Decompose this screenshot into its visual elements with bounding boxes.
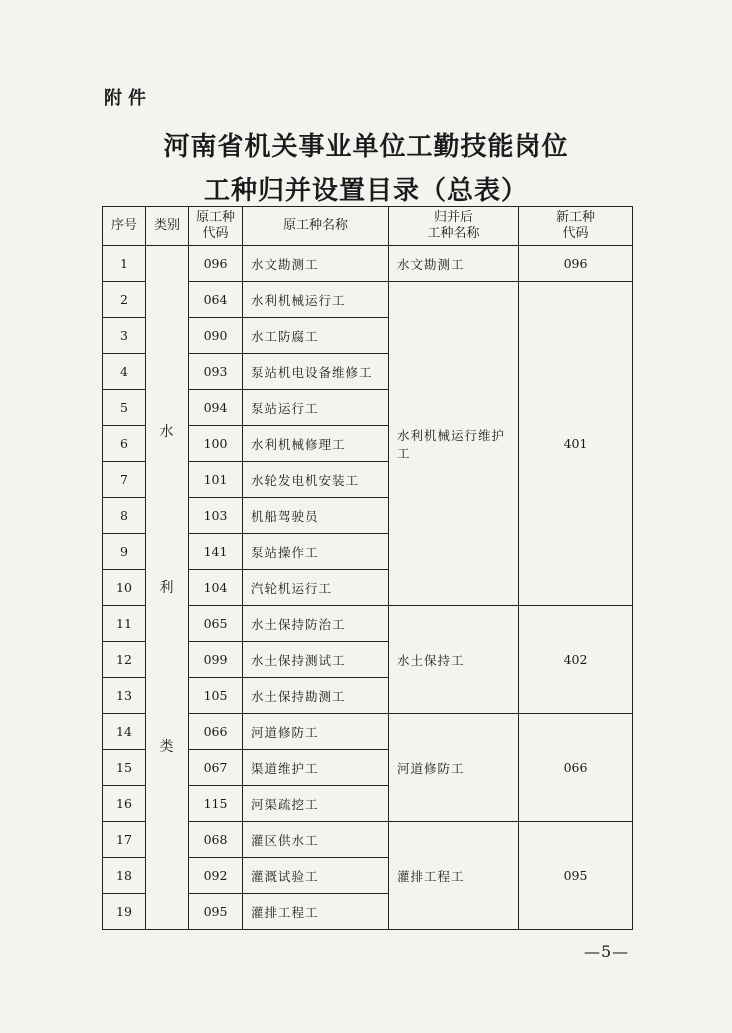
header-seq: 序号	[103, 207, 146, 246]
job-category-table	[102, 206, 633, 930]
cell-seq: 3	[103, 318, 146, 354]
cell-seq: 17	[103, 822, 146, 858]
cell-orig-name: 灌区供水工	[243, 822, 389, 858]
attachment-label: 附件	[104, 88, 152, 109]
header-orig-code-line-1: 原工种	[195, 210, 235, 225]
header-merged-name-line-2: 工种名称	[427, 226, 480, 241]
cell-orig-name: 灌溉试验工	[243, 858, 389, 894]
cell-orig-name: 水工防腐工	[243, 318, 389, 354]
cell-seq: 15	[103, 750, 146, 786]
cell-seq: 13	[103, 678, 146, 714]
cell-orig-name: 水利机械运行工	[243, 282, 389, 318]
document-title-line-2: 工种归并设置目录（总表）	[203, 176, 528, 206]
cell-orig-code: 099	[189, 642, 243, 678]
cell-orig-name: 泵站机电设备维修工	[243, 354, 389, 390]
cell-seq: 1	[103, 246, 146, 282]
header-merged-name-line-1: 归并后	[433, 210, 473, 225]
cell-seq: 9	[103, 534, 146, 570]
cell-orig-code: 115	[189, 786, 243, 822]
category-char-li: 利	[159, 580, 174, 596]
cell-orig-name: 渠道维护工	[243, 750, 389, 786]
cell-seq: 8	[103, 498, 146, 534]
document-title-line-1: 河南省机关事业单位工勤技能岗位	[163, 132, 569, 162]
cell-merged-name: 水利机械运行维护工	[389, 282, 519, 606]
cell-new-code: 402	[519, 606, 633, 714]
cell-new-code: 066	[519, 714, 633, 822]
cell-orig-code: 096	[189, 246, 243, 282]
cell-orig-code: 104	[189, 570, 243, 606]
cell-orig-code: 064	[189, 282, 243, 318]
cell-orig-code: 100	[189, 426, 243, 462]
cell-orig-code: 092	[189, 858, 243, 894]
cell-orig-code: 090	[189, 318, 243, 354]
cell-orig-code: 068	[189, 822, 243, 858]
cell-seq: 12	[103, 642, 146, 678]
cell-seq: 16	[103, 786, 146, 822]
cell-new-code: 095	[519, 822, 633, 930]
cell-orig-code: 101	[189, 462, 243, 498]
cell-seq: 11	[103, 606, 146, 642]
header-orig-code	[189, 207, 243, 246]
cell-merged-name: 水土保持工	[389, 606, 519, 714]
cell-orig-name: 水土保持防治工	[243, 606, 389, 642]
cell-orig-name: 泵站操作工	[243, 534, 389, 570]
cell-orig-name: 水文勘测工	[243, 246, 389, 282]
cell-seq: 19	[103, 894, 146, 930]
cell-seq: 14	[103, 714, 146, 750]
page-number: —5—	[584, 942, 630, 961]
cell-seq: 5	[103, 390, 146, 426]
cell-merged-name: 河道修防工	[389, 714, 519, 822]
cell-orig-name: 灌排工程工	[243, 894, 389, 930]
cell-seq: 2	[103, 282, 146, 318]
header-new-code	[519, 207, 633, 246]
header-new-code-line-2: 代码	[562, 226, 589, 241]
table-header-row	[103, 207, 633, 246]
cell-new-code: 401	[519, 282, 633, 606]
header-orig-code-line-2: 代码	[202, 226, 229, 241]
cell-orig-name: 水土保持勘测工	[243, 678, 389, 714]
cell-new-code: 096	[519, 246, 633, 282]
cell-seq: 18	[103, 858, 146, 894]
cell-seq: 4	[103, 354, 146, 390]
table-row	[103, 246, 633, 282]
cell-orig-code: 103	[189, 498, 243, 534]
cell-seq: 6	[103, 426, 146, 462]
cell-merged-name: 灌排工程工	[389, 822, 519, 930]
cell-orig-name: 河道修防工	[243, 714, 389, 750]
cell-orig-code: 066	[189, 714, 243, 750]
cell-orig-name: 河渠疏挖工	[243, 786, 389, 822]
cell-orig-code: 095	[189, 894, 243, 930]
category-char-lei: 类	[159, 739, 174, 755]
cell-orig-code: 065	[189, 606, 243, 642]
cell-seq: 10	[103, 570, 146, 606]
cell-orig-code: 067	[189, 750, 243, 786]
cell-orig-code: 141	[189, 534, 243, 570]
cell-orig-name: 泵站运行工	[243, 390, 389, 426]
cell-orig-code: 105	[189, 678, 243, 714]
cell-merged-name: 水文勘测工	[389, 246, 519, 282]
header-new-code-line-1: 新工种	[555, 210, 595, 225]
category-char-shui: 水	[159, 424, 174, 440]
cell-orig-name: 汽轮机运行工	[243, 570, 389, 606]
cell-orig-name: 水利机械修理工	[243, 426, 389, 462]
header-merged-name	[389, 207, 519, 246]
cell-seq: 7	[103, 462, 146, 498]
cell-orig-name: 机船驾驶员	[243, 498, 389, 534]
header-orig-name: 原工种名称	[243, 207, 389, 246]
cell-orig-code: 093	[189, 354, 243, 390]
cell-orig-name: 水轮发电机安装工	[243, 462, 389, 498]
cell-orig-name: 水土保持测试工	[243, 642, 389, 678]
header-category: 类别	[146, 207, 189, 246]
cell-orig-code: 094	[189, 390, 243, 426]
